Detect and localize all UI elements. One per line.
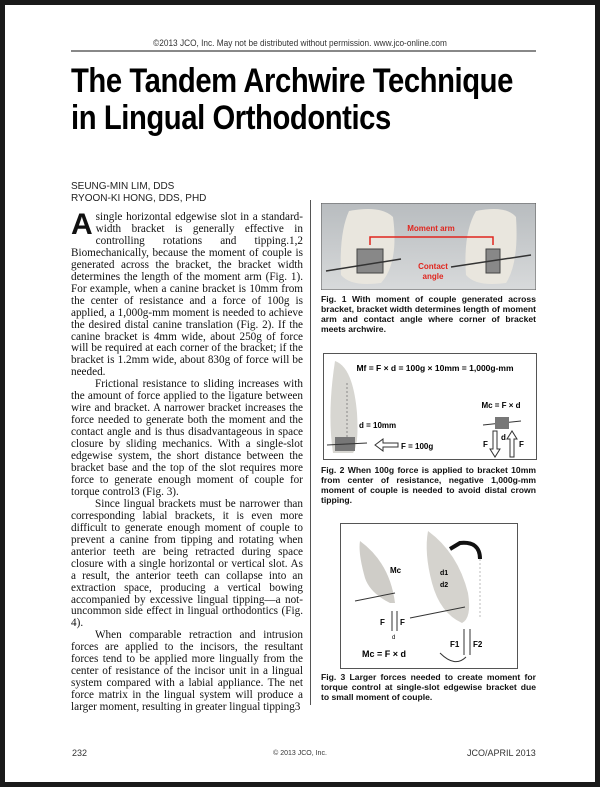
figure-3-image (340, 523, 518, 669)
title-line-2: in Lingual Orthodontics (71, 99, 391, 137)
title-line-1: The Tandem Archwire Technique (71, 62, 513, 100)
paragraph (71, 208, 303, 379)
angle-label: angle (422, 272, 444, 281)
column-divider (310, 200, 311, 705)
force-f-right: F (400, 618, 405, 627)
paragraph-text: single horizontal edgewise slot in a standard-width bracket is generally effective in controlling rotations and tipping.1,2 Biomechanically, because the moment of couple is generated across the bracket, the bracket width determines the length of the moment arm (Fig. 1). For example, when a canine bracket is 10mm from the center of resistance and a force of 100g is applied, a 1,000g-mm moment is needed to achieve the desired distal canine translation (Fig. 2). If the canine bracket is 4mm wide, about 250g of force will be required at each corner of the bracket; if the bracket is 1.2mm wide, about 830g of force will be needed. (71, 211, 303, 379)
page-number: 232 (72, 748, 88, 758)
article-title (71, 63, 513, 137)
header-rule (71, 50, 536, 52)
d2-label: d2 (440, 582, 449, 589)
body-text (71, 208, 303, 714)
drop-cap: A (71, 208, 93, 241)
mc-label: Mc (390, 566, 402, 575)
footer-copyright: © 2013 JCO, Inc. (273, 750, 327, 757)
figure-2-caption: Fig. 2 When 100g force is applied to bracket 10mm from center of resistance, negative 1,000g-mm moment of couple is needed to avoid distal crown tipping. (321, 465, 536, 505)
paragraph: Since lingual brackets must be narrower than corresponding labial brackets, it is even more difficult to generate enough moment of couple to prevent a canine from tipping and rotating when anterior teeth are being retracted during space closure with a single horizontal or vertical slot. As a result, the anterior teeth can collapse into an extraction space, producing a vertical bowing accompanied by excessive lingual tipping—a not-uncommon side effect in lingual orthodontics (Fig. 4). (71, 497, 303, 630)
moment-arm-label: Moment arm (407, 224, 455, 233)
force-f-right: F (519, 440, 524, 449)
copyright-header: ©2013 JCO, Inc. May not be distributed without permission. www.jco-online.com (153, 38, 447, 48)
d1-label: d1 (440, 570, 449, 577)
figure-2-image (323, 353, 537, 460)
paragraph: When comparable retraction and intrusion forces are applied to the incisors, the resultant forces tend to be applied more lingually from the center of resistance of the incisor unit in a lingual system compared with a labial appliance. The net force matrix in the lingual system will produce a larger moment, resulting in greater lingual tipping3 (71, 629, 303, 714)
force-label: F = 100g (401, 442, 434, 451)
journal-issue: JCO/APRIL 2013 (467, 748, 536, 758)
page (5, 5, 595, 782)
d-label: d (501, 433, 506, 442)
force-f-left: F (380, 618, 385, 627)
authors (71, 181, 206, 205)
d-label: d (392, 635, 396, 641)
figure-1-image (321, 203, 536, 290)
author: RYOON-KI HONG, DDS, PHD (71, 193, 207, 204)
mc-equation: Mc = F × d (362, 649, 407, 659)
contact-label: Contact (418, 262, 448, 271)
author: SEUNG-MIN LIM, DDS (71, 181, 175, 192)
figure-3-caption: Fig. 3 Larger forces needed to create moment for torque control at single-slot edgewise bracket due to small moment of couple. (321, 672, 536, 702)
figure-1-caption: Fig. 1 With moment of couple generated across bracket, bracket width determines length of moment arm and contact angle where corner of bracket meets archwire. (321, 294, 536, 334)
force-f-left: F (483, 440, 488, 449)
mf-equation: Mf = F × d = 100g × 10mm = 1,000g-mm (356, 363, 514, 373)
distance-label: d = 10mm (359, 421, 397, 430)
f1-label: F1 (450, 640, 460, 649)
f2-label: F2 (473, 640, 483, 649)
paragraph: Frictional resistance to sliding increases with the amount of force applied to the ligature between wire and bracket. A narrower bracket increases the force needed to generate both the moment and the contact angle and is thus disadvantageous in space closure by sliding mechanics. With a single-slot edgewise system, the short distance between the bracket base and the top of the slot requires more force to generate enough moment of couple for torque control3 (Fig. 3). (71, 378, 303, 498)
mc-equation: Mc = F × d (481, 401, 521, 410)
